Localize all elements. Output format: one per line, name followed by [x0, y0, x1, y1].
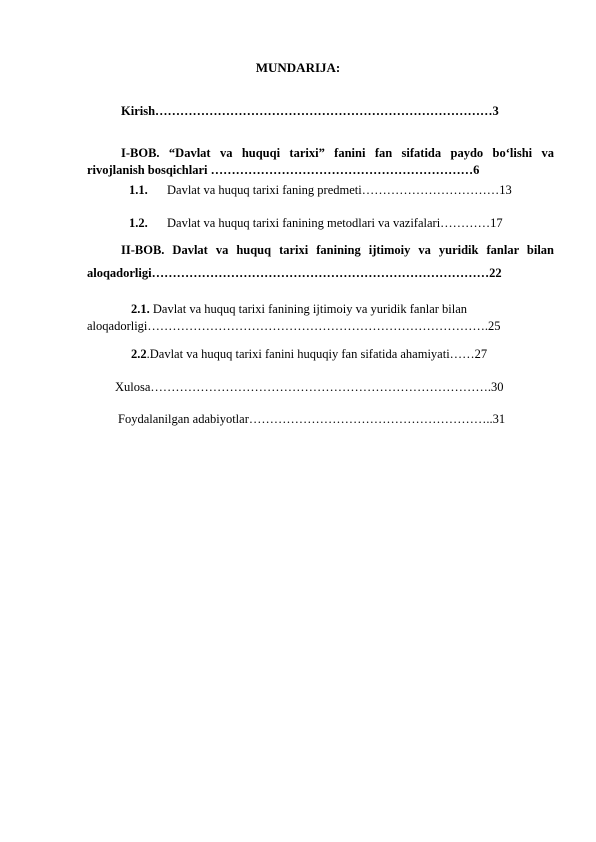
page-title: MUNDARIJA:: [255, 60, 341, 75]
toc-entry-bob2-line2: aloqadorligi………………………………………………………………………22: [87, 266, 502, 280]
toc-entry-2-1-line2: aloqadorligi……………………………………………………………………….25: [87, 319, 501, 333]
toc-entry-bob1-line2: rivojlanish bosqichlari ………………………………………………………6: [87, 163, 480, 177]
toc-entry-xulosa: Xulosa……………………………………………………………………….30: [115, 380, 504, 394]
section-number: 1.2.: [129, 216, 148, 230]
toc-entry-adabiyotlar: Foydalanilgan adabiyotlar…………………………………………………..31: [118, 412, 506, 426]
section-title: Davlat va huquq tarixi fanining metodlari va vazifalari…………17: [167, 216, 503, 230]
toc-entry-1-1: [129, 183, 559, 198]
section-number: 1.1.: [129, 183, 148, 197]
toc-entry-kirish: Kirish………………………………………………………………………3: [121, 104, 499, 118]
section-number: 2.1.: [131, 302, 150, 316]
toc-entry-bob1-line1: I-BOB. “Davlat va huquqi tarixi” fanini fan sifatida paydo bo‘lishi va: [121, 146, 554, 160]
toc-entry-1-2: [129, 216, 559, 231]
section-title: Davlat va huquq tarixi fanining ijtimoiy va yuridik fanlar bilan: [149, 302, 468, 316]
toc-entry-2-2: [131, 347, 551, 362]
toc-entry-bob2-line1: II-BOB. Davlat va huquq tarixi fanining ijtimoiy va yuridik fanlar bilan: [121, 243, 554, 257]
toc-entry-2-1-line1: [131, 302, 551, 317]
section-title: Davlat va huquq tarixi faning predmeti……………………………13: [167, 183, 512, 197]
section-number: 2.2: [131, 347, 147, 361]
section-title: .Davlat va huquq tarixi fanini huquqiy fan sifatida ahamiyati……27: [146, 347, 488, 361]
